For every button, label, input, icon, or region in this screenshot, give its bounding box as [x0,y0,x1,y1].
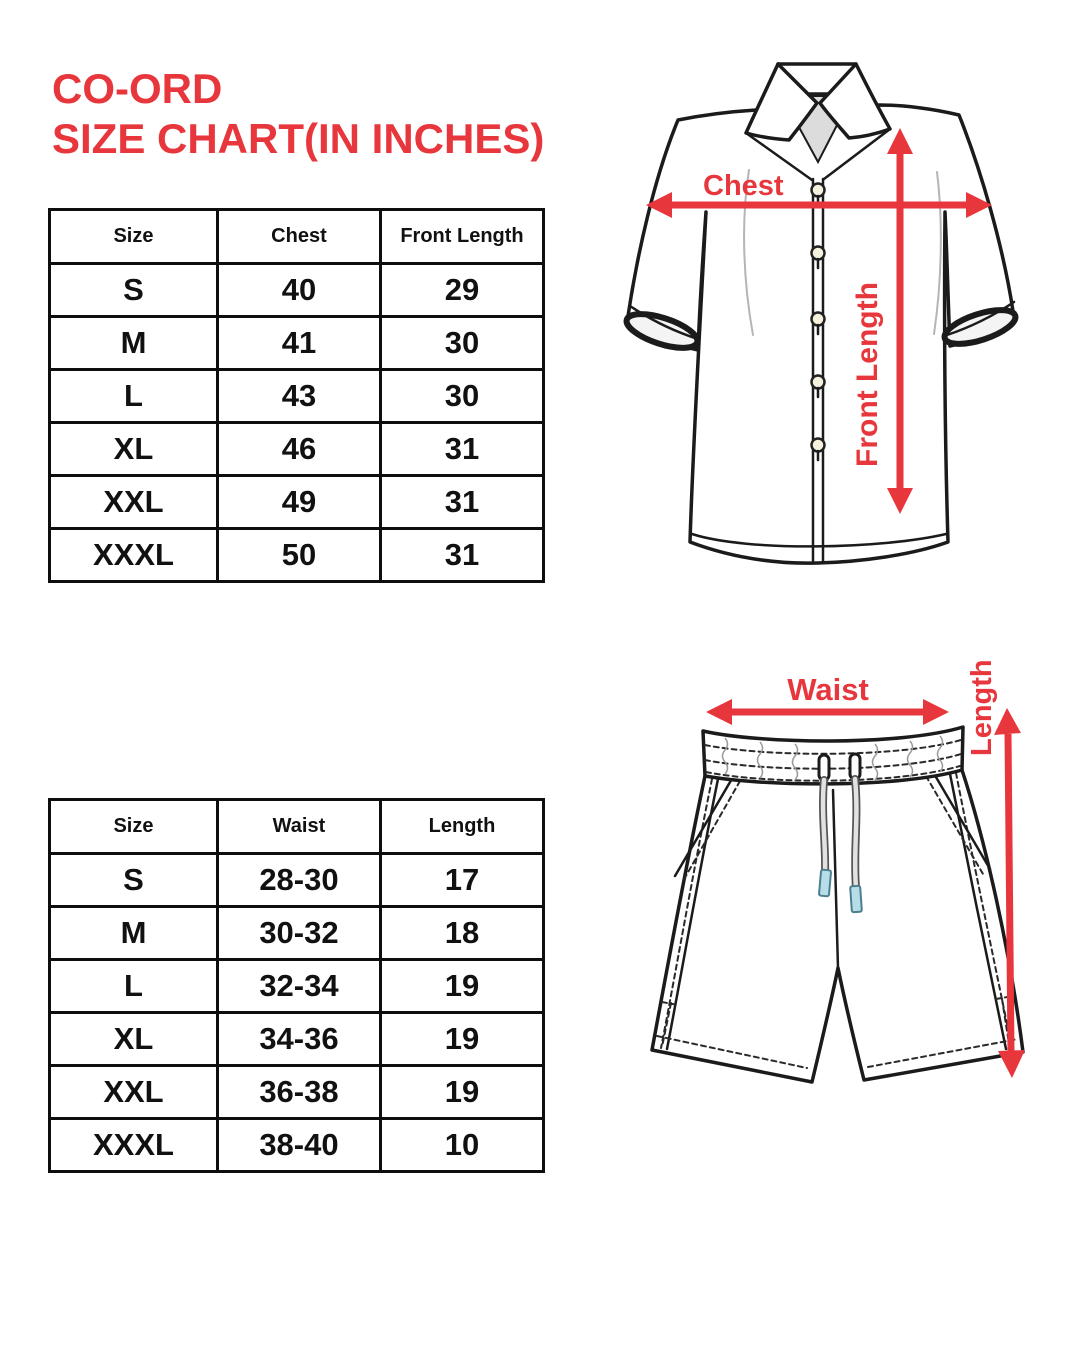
table-cell: M [50,907,218,960]
aglet-right [850,886,862,913]
table-row [50,960,544,1013]
button [812,184,825,197]
table-row [50,476,544,529]
table-cell: 31 [380,423,543,476]
drawstring-cord-right-hl [855,779,856,888]
table-cell: 10 [380,1119,543,1172]
table-cell: 29 [380,264,543,317]
column-header-size: Size [50,800,218,854]
table-row [50,370,544,423]
table-row [50,907,544,960]
table-cell: S [50,264,218,317]
table-row [50,1013,544,1066]
table-cell: M [50,317,218,370]
page-title [52,64,544,165]
table-cell: 32-34 [217,960,380,1013]
waistband [703,727,963,784]
shirt-illustration [612,48,1032,608]
table-row [50,264,544,317]
table-cell: 19 [380,960,543,1013]
shorts-size-table [48,798,545,1173]
front-length-measure-label: Front Length [851,282,884,468]
length-measure-label: Length [966,659,998,757]
table-cell: 43 [217,370,380,423]
column-header-waist: Waist [217,800,380,854]
table-cell: 41 [217,317,380,370]
table-cell: L [50,960,218,1013]
table-cell: 19 [380,1013,543,1066]
button [812,439,825,452]
shirt-size-table [48,208,545,583]
table-cell: 50 [217,529,380,582]
table-cell: 30 [380,317,543,370]
table-cell: 30-32 [217,907,380,960]
column-header-length: Length [380,800,543,854]
table-cell: 17 [380,854,543,907]
table-cell: 38-40 [217,1119,380,1172]
table-row [50,1066,544,1119]
table-cell: XXXL [50,529,218,582]
table-row [50,854,544,907]
table-cell: 18 [380,907,543,960]
table-row [50,529,544,582]
table-cell: 19 [380,1066,543,1119]
waist-measure-label: Waist [787,672,869,707]
table-header-row [50,210,544,264]
button [812,247,825,260]
table-cell: XXXL [50,1119,218,1172]
page-title-line2: SIZE CHART(IN INCHES) [52,115,545,163]
table-cell: XXL [50,476,218,529]
table-cell: XL [50,423,218,476]
table-cell: 31 [380,529,543,582]
table-row [50,317,544,370]
table-cell: 49 [217,476,380,529]
column-header-chest: Chest [217,210,380,264]
table-cell: 36-38 [217,1066,380,1119]
table-row [50,1119,544,1172]
table-cell: 31 [380,476,543,529]
button [812,376,825,389]
table-cell: 28-30 [217,854,380,907]
table-header-row [50,800,544,854]
page-title-line1: CO-ORD [52,65,223,112]
table-cell: 34-36 [217,1013,380,1066]
chest-measure-label: Chest [703,170,784,202]
table-cell: 46 [217,423,380,476]
drawstring-cord-left-hl [823,780,825,872]
button [812,313,825,326]
table-cell: L [50,370,218,423]
table-cell: 30 [380,370,543,423]
column-header-size: Size [50,210,218,264]
table-cell: 40 [217,264,380,317]
table-cell: S [50,854,218,907]
table-row [50,423,544,476]
aglet-left [819,870,831,897]
table-cell: XXL [50,1066,218,1119]
column-header-front-length: Front Length [380,210,543,264]
table-cell: XL [50,1013,218,1066]
